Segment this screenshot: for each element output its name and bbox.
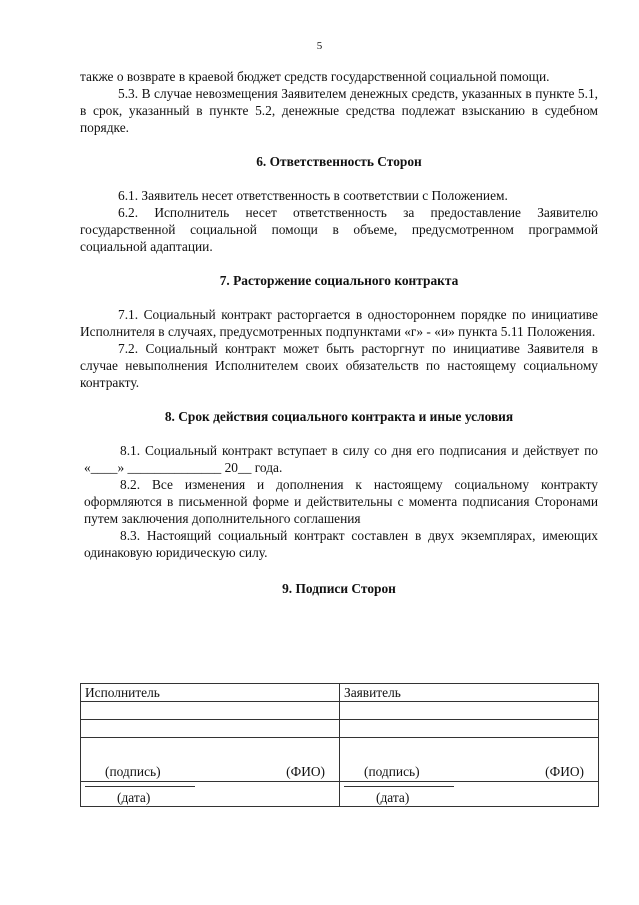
section-6-title: 6. Ответственность Сторон [256, 154, 422, 169]
applicant-date-line [344, 786, 454, 787]
executor-name-label: (ФИО) [286, 764, 325, 779]
paragraph-6-1: 6.1. Заявитель несет ответственность в соответствии с Положением. [118, 188, 508, 203]
applicant-signature-label: (подпись) [364, 764, 420, 779]
executor-date-line [85, 786, 195, 787]
blank-row [81, 720, 599, 738]
executor-signature-label: (подпись) [105, 764, 161, 779]
applicant-header: Заявитель [340, 684, 599, 702]
paragraph-6-2: 6.2. Исполнитель несет ответственность за предоставление Заявителю государственной социальной помощи в объеме, предусмотренном программой социальной адаптации. [80, 205, 598, 254]
applicant-date-cell[interactable] [340, 782, 599, 807]
signature-name-row [81, 738, 599, 782]
section-9-title: 9. Подписи Сторон [282, 581, 396, 596]
executor-sign-cell[interactable] [81, 738, 340, 782]
date-row [81, 782, 599, 807]
applicant-blank-cell[interactable] [340, 720, 599, 738]
applicant-sign-cell[interactable] [340, 738, 599, 782]
applicant-blank-cell[interactable] [340, 702, 599, 720]
section-7-title: 7. Расторжение социального контракта [219, 273, 459, 288]
signature-table [80, 683, 599, 807]
paragraph-7-1: 7.1. Социальный контракт расторгается в одностороннем порядке по инициативе Исполнителя в случаях, предусмотренных подпунктами «г» - «и» пункта 5.11 Положения. [80, 307, 598, 339]
page-number: 5 [316, 40, 323, 52]
section-8-title: 8. Срок действия социального контракта и иные условия [164, 409, 514, 424]
paragraph-8-1: 8.1. Социальный контракт вступает в силу со дня его подписания и действует по «____» ______________ 20__ года. [84, 443, 598, 475]
executor-blank-cell[interactable] [81, 720, 340, 738]
document-body [80, 68, 598, 597]
executor-date-label: (дата) [117, 790, 151, 805]
paragraph-8-3: 8.3. Настоящий социальный контракт составлен в двух экземплярах, имеющих одинаковую юридическую силу. [84, 528, 598, 560]
applicant-name-label: (ФИО) [545, 764, 584, 779]
signature-header-row [81, 684, 599, 702]
executor-blank-cell[interactable] [81, 702, 340, 720]
paragraph-8-2: 8.2. Все изменения и дополнения к настоящему социальному контракту оформляются в письменной форме и действительны с момента подписания Сторонами путем заключения дополнительного соглашения [84, 477, 598, 526]
paragraph-7-2: 7.2. Социальный контракт может быть расторгнут по инициативе Заявителя в случае невыполнения Исполнителем своих обязательств по настоящему социальному контракту. [80, 341, 598, 390]
blank-row [81, 702, 599, 720]
applicant-date-label: (дата) [376, 790, 410, 805]
paragraph-5-3: 5.3. В случае невозмещения Заявителем денежных средств, указанных в пункте 5.1, в срок, указанный в пункте 5.2, денежные средства подлежат взысканию в судебном порядке. [80, 86, 598, 135]
executor-header: Исполнитель [81, 684, 340, 702]
continuation-paragraph: также о возврате в краевой бюджет средств государственной социальной помощи. [80, 69, 550, 84]
executor-date-cell[interactable] [81, 782, 340, 807]
